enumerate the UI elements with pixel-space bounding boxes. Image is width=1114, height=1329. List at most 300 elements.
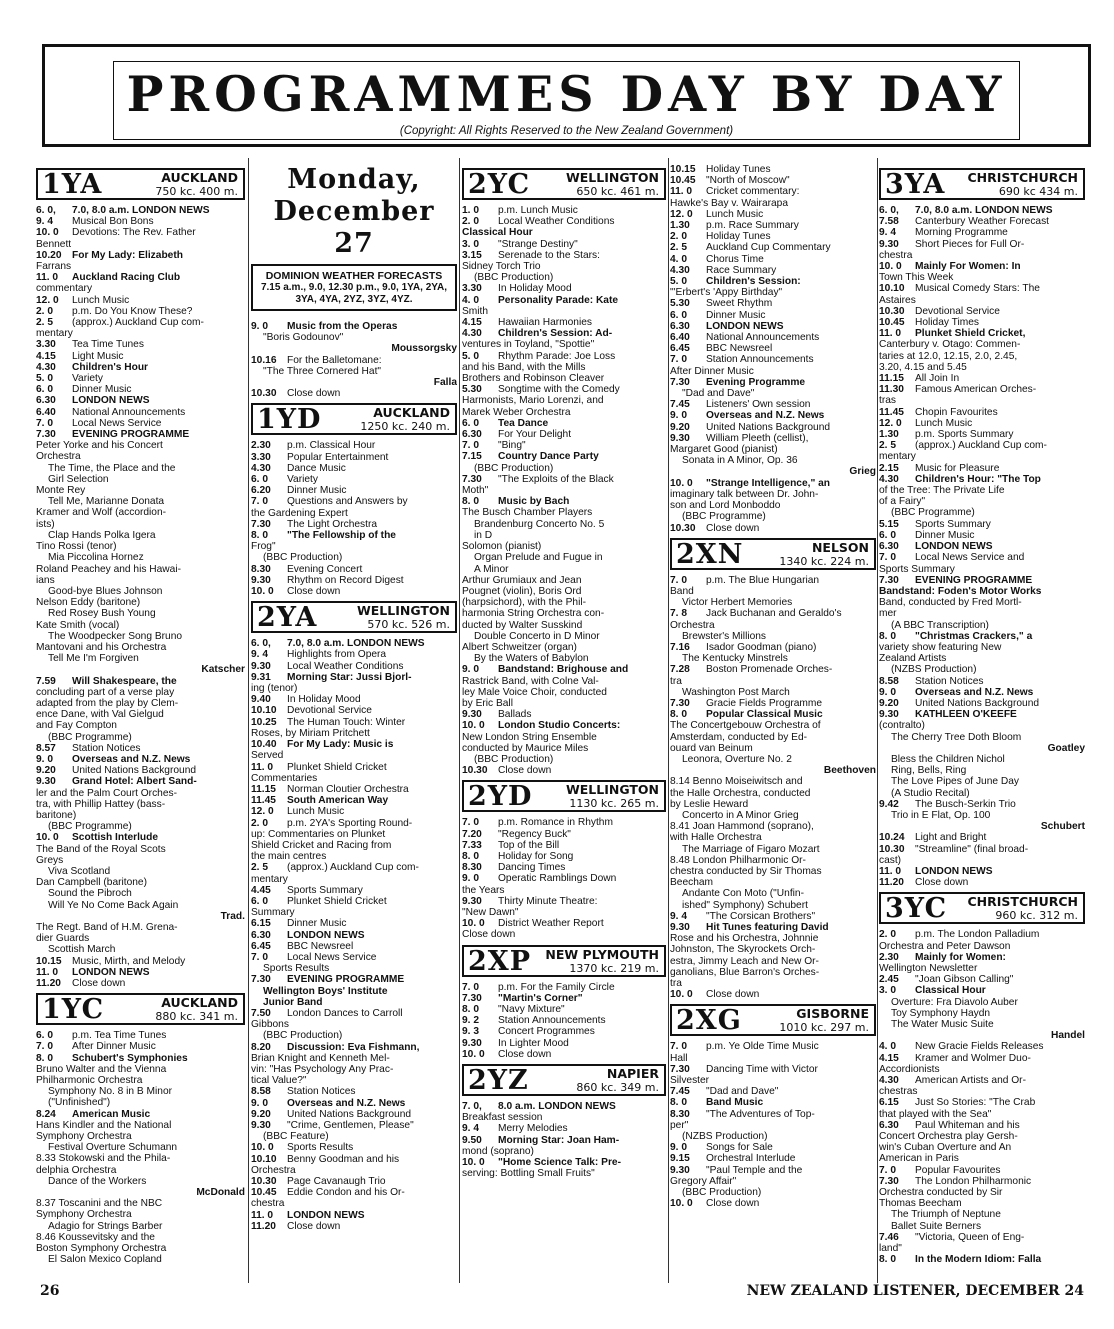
programme-title: 7.0, 8.0 a.m. LONDON NEWS [287, 638, 425, 650]
programme-time: 9. 2 [462, 1015, 479, 1027]
programme-continuation: cast) [879, 854, 902, 866]
programme-title: Close down [287, 1220, 341, 1232]
programme-time: 2. 0 [462, 216, 479, 228]
programme-detail: Mia Piccolina Hornez [48, 552, 144, 564]
programme-continuation: variety show featuring New [879, 641, 1002, 653]
programme-title: Sports Summary [287, 884, 363, 896]
programme-detail: Wellington Boys' Institute [263, 985, 388, 997]
programme-title: Mainly For Women: In [915, 261, 1021, 273]
programme-time: 7. 0 [251, 496, 268, 508]
programme-time: 11.15 [879, 373, 904, 385]
programme-entry [670, 922, 876, 933]
programme-time: 7.50 [251, 1007, 271, 1019]
programme-time: 6.30 [670, 320, 690, 332]
programme-entry [462, 851, 666, 862]
programme-time: 11.20 [36, 978, 61, 990]
programme-time: 4.30 [462, 328, 482, 340]
programme-continuation: Breakfast session [462, 1112, 543, 1124]
programme-entry [251, 1154, 457, 1165]
station-callsign: 1YC [42, 994, 105, 1026]
programme-time: 8. 0 [36, 1052, 53, 1064]
programme-entry [251, 896, 457, 907]
programme-detail: Scottish March [48, 944, 116, 956]
programme-title: "Strange Intelligence," an [706, 477, 831, 489]
programme-continuation: dier Guards [36, 933, 90, 945]
programme-continuation: the Gardening Expert [251, 507, 348, 519]
programme-entry [251, 355, 457, 366]
programme-entry [251, 519, 457, 530]
programme-time: 8. 0 [462, 1004, 479, 1015]
programme-entry [36, 1053, 245, 1064]
programme-time: 4.15 [462, 317, 482, 329]
station-city: AUCKLAND [373, 405, 450, 421]
programme-entry [670, 164, 876, 175]
programme-entry [670, 399, 876, 410]
programme-entry [879, 440, 1085, 451]
programme-time: 8.30 [462, 862, 482, 874]
weather-title: DOMINION WEATHER FORECASTS [265, 270, 443, 282]
programme-continuation: ence Dane, with Val Gielgud [36, 709, 164, 721]
programme-time: 10.30 [251, 388, 277, 400]
programme-continuation: Roses, by Miriam Pritchett [251, 727, 370, 739]
programme-continuation: and his Band, with the Mills [462, 361, 586, 373]
programme-title: Station Announcements [706, 354, 814, 366]
programme-time: 10. 0 [462, 1157, 485, 1169]
station-header [251, 601, 457, 633]
programme-time: 9.30 [670, 432, 690, 444]
programme-time: 3.30 [462, 283, 482, 295]
programme-entry [462, 496, 666, 507]
programme-entry [462, 840, 666, 851]
programme-entry [462, 1135, 666, 1146]
programme-title: Children's Session: [706, 276, 801, 288]
programme-entry [36, 765, 245, 776]
programme-time: 9. 0 [670, 410, 687, 422]
programme-entry [251, 1098, 457, 1109]
programme-title: Popular Classical Music [706, 709, 823, 721]
programme-title: Dinner Music [287, 918, 347, 930]
programme-time: 6.40 [36, 406, 56, 418]
programme-continuation: Silvester [670, 1075, 710, 1087]
programme-continuation: Canterbury v. Otago: Commen- [879, 339, 1021, 351]
programme-detail: (BBC Production) [263, 1030, 343, 1042]
programme-detail: Symphony No. 8 in B Minor [48, 1086, 173, 1098]
programme-title: Lunch Music [72, 294, 130, 306]
programme-title: Devotional Service [287, 705, 372, 717]
composer-credit: Trad. [220, 910, 245, 922]
programme-entry [879, 552, 1085, 563]
programme-continuation: "'Erbert's 'Appy Birthday" [670, 287, 783, 299]
programme-detail: (A BBC Transcription) [891, 619, 989, 631]
programme-entry [251, 496, 457, 507]
programme-continuation: chestra [879, 249, 913, 261]
programme-continuation: the main centres [251, 851, 327, 863]
programme-entry [251, 1210, 457, 1221]
programme-entry [36, 956, 245, 967]
programme-title: For My Lady: Elizabeth [72, 249, 183, 261]
programme-title: Local News Service and [915, 552, 1025, 564]
programme-entry [36, 418, 245, 429]
programme-detail: By the Waters of Babylon [474, 653, 589, 665]
programme-continuation: Wellington Newsletter [879, 963, 978, 974]
programme-entry [670, 1097, 876, 1108]
programme-time: 8. 0 [670, 709, 687, 721]
programme-entry [36, 832, 245, 843]
programme-entry [462, 474, 666, 485]
programme-time: 7. 0 [670, 1041, 687, 1053]
programme-time: 10.24 [879, 832, 905, 844]
programme-continuation: Gibbons [251, 1019, 289, 1031]
programme-continuation: Concert Orchestra play Gersh- [879, 1131, 1018, 1143]
programme-time: 2. 5 [36, 317, 53, 329]
programme-entry [670, 410, 876, 421]
programme-entry [462, 982, 666, 993]
programme-title: Children's Hour [72, 361, 149, 373]
programme-continuation: (contralto) [879, 720, 925, 732]
station-city: CHRISTCHURCH [967, 894, 1078, 910]
programme-detail: (BBC Programme) [682, 511, 766, 523]
programme-entry [670, 332, 876, 343]
programme-title: Tea Time Tunes [72, 339, 144, 351]
programme-title: Gracie Fields Programme [706, 697, 823, 709]
programme-title: p.m. 2YA's Sporting Round- [287, 817, 413, 829]
programme-time: 1.30 [670, 220, 690, 232]
programme-continuation: Shield Cricket and Racing from [251, 839, 392, 851]
programme-time: 4.30 [36, 361, 56, 373]
programme-entry [251, 694, 457, 705]
station-header [462, 945, 666, 977]
programme-entry [36, 362, 245, 373]
programme-entry [251, 762, 457, 773]
programme-entry [36, 395, 245, 406]
programme-continuation: The Busch Chamber Players [462, 507, 593, 519]
programme-time: 7. 0 [251, 951, 268, 963]
programme-entry [879, 1075, 1085, 1086]
programme-entry [251, 440, 457, 451]
programme-entry [462, 1049, 666, 1060]
programme-time: 2. 5 [251, 862, 268, 874]
programme-time: 6. 0, [251, 638, 271, 650]
programme-entry [879, 530, 1085, 541]
programme-title: For My Lady: Music is [287, 739, 394, 751]
programme-continuation: Brian Knight and Kenneth Mel- [251, 1052, 390, 1064]
programme-detail: The Woodpecker Song Bruno [48, 630, 183, 642]
programme-time: 9.20 [670, 421, 690, 433]
programme-time: 4.30 [670, 264, 690, 276]
programme-detail: ("Unfinished") [48, 1097, 111, 1109]
programme-continuation: mentary [879, 451, 916, 463]
programme-entry [670, 321, 876, 332]
programme-entry [462, 1004, 666, 1015]
programme-title: p.m. For the Family Circle [498, 981, 615, 993]
programme-title: p.m. The London Palladium [915, 929, 1040, 941]
programme-time: 9.30 [462, 895, 482, 907]
programme-entry [251, 795, 457, 806]
programme-title: Jack Buchanan and Geraldo's [706, 608, 842, 620]
programme-entry [879, 676, 1085, 687]
programme-entry [36, 373, 245, 384]
programme-title: Eddie Condon and his Or- [287, 1187, 405, 1199]
programme-entry [251, 1120, 457, 1131]
programme-continuation: conducted by Maurice Miles [462, 742, 589, 754]
programme-time: 4. 0 [462, 294, 479, 306]
programme-detail: Andante Con Moto ("Unfin- [682, 888, 804, 900]
day-heading: Monday, December 27 [273, 164, 435, 259]
programme-title: "The Corsican Brothers" [706, 910, 816, 922]
programme-title: (approx.) Auckland Cup com- [72, 317, 204, 329]
programme-time: 8.24 [36, 1108, 56, 1120]
programme-title: Holiday Tunes [706, 231, 771, 243]
programme-continuation: chestra conducted by Sir Thomas [670, 865, 822, 877]
programme-continuation: Orchestra and Peter Dawson [879, 940, 1011, 952]
programme-entry [670, 276, 876, 287]
programme-title: Station Announcements [498, 1015, 606, 1027]
programme-title: "The Exploits of the Black [498, 473, 614, 485]
copyright-note: (Copyright: All Rights Reserved to the New Zealand Government) [399, 125, 734, 137]
programme-time: 7.30 [879, 1175, 899, 1187]
programme-continuation: Bruno Walter and the Vienna [36, 1063, 167, 1075]
programme-continuation: baritone) [36, 809, 77, 821]
programme-time: 6. 0 [36, 384, 53, 396]
programme-entry [251, 672, 457, 683]
programme-entry [251, 717, 457, 728]
programme-title: Sports Results [287, 1142, 354, 1154]
programme-time: 9. 0 [879, 686, 896, 698]
programme-title: "Strange Destiny" [498, 238, 578, 250]
programme-title: Hawaiian Harmonies [498, 317, 592, 329]
programme-time: 2. 5 [879, 440, 896, 452]
programme-entry [251, 930, 457, 941]
programme-title: In Holiday Mood [287, 694, 361, 706]
composer-credit: Schubert [1040, 821, 1085, 833]
programme-title: United Nations Background [706, 421, 831, 433]
programme-time: 8.57 [36, 742, 56, 754]
programme-continuation: Philharmonic Orchestra [36, 1075, 143, 1087]
programme-detail: Sonata in A Minor, Op. 36 [682, 455, 798, 467]
programme-continuation: Accordionists [879, 1063, 940, 1075]
programme-entry [36, 967, 245, 978]
programme-time: 10. 0 [879, 261, 902, 273]
programme-title: South American Way [287, 795, 389, 807]
programme-title: Listeners' Own session [706, 399, 811, 411]
programme-continuation: After Dinner Music [670, 365, 754, 377]
programme-entry [670, 1153, 876, 1164]
programme-title: LONDON NEWS [287, 929, 365, 941]
programme-continuation: Astaires [879, 294, 916, 306]
programme-continuation: Marek Weber Orchestra [462, 406, 571, 418]
station-callsign: 2YC [468, 169, 531, 200]
programme-continuation: Moth" [462, 485, 489, 497]
programme-time: 9. 4 [36, 216, 53, 228]
programme-continuation: The Concertgebouw Orchestra of [670, 720, 821, 732]
programme-title: For the Balletomane: [287, 354, 382, 366]
programme-detail: El Salon Mexico Copland [48, 1254, 162, 1266]
programme-continuation: ler and the Palm Court Orches- [36, 787, 177, 799]
programme-time: 7.30 [670, 376, 690, 388]
programme-entry [670, 575, 876, 586]
programme-title: 7.0, 8.0 a.m. LONDON NEWS [915, 205, 1053, 216]
programme-entry [251, 474, 457, 485]
programme-title: Music from the Operas [287, 321, 398, 332]
programme-title: Schubert's Symphonies [72, 1052, 188, 1064]
programme-title: Variety [72, 373, 103, 385]
programme-entry [462, 1015, 666, 1026]
programme-entry [251, 564, 457, 575]
programme-continuation: tras [879, 395, 896, 407]
programme-title: The London Philharmonic [915, 1175, 1032, 1187]
programme-continuation: Band [670, 585, 694, 597]
programme-continuation: 8.37 Toscanini and the NBC [36, 1198, 163, 1210]
programme-time: 10.30 [670, 522, 696, 534]
programme-entry [670, 523, 876, 534]
programme-time: 10. 0 [251, 586, 274, 598]
column-rule [668, 158, 669, 1283]
programme-detail: (BBC Production) [263, 552, 343, 564]
programme-time: 9.30 [670, 922, 690, 933]
programme-time: 7.30 [251, 518, 271, 530]
programme-title: Overseas and N.Z. News [72, 753, 191, 765]
programme-continuation: Orchestra conducted by Sir [879, 1187, 1003, 1199]
programme-continuation: Symphony Orchestra [36, 1209, 132, 1221]
programme-title: Grand Hotel: Albert Sand- [72, 776, 197, 788]
station-callsign: 2XP [468, 945, 532, 977]
station-header [879, 168, 1085, 200]
programme-detail: Organ Prelude and Fugue in [474, 552, 603, 564]
station-city: NEW PLYMOUTH [545, 946, 659, 962]
programme-continuation: Orchestra [251, 1164, 296, 1176]
programme-time: 7. 0 [879, 1164, 896, 1176]
programme-continuation: ians [36, 574, 55, 586]
programme-entry [36, 1041, 245, 1052]
programme-continuation: 8.46 Koussevitsky and the [36, 1231, 155, 1243]
programme-title: Short Pieces for Full Or- [915, 238, 1025, 250]
programme-time: 4.30 [251, 462, 271, 474]
programme-entry [879, 1097, 1085, 1108]
programme-title: Local Weather Conditions [287, 660, 404, 672]
programme-title: Local News Service [287, 951, 377, 963]
programme-title: (approx.) Auckland Cup com- [915, 440, 1047, 452]
programme-continuation: Gregory Affair" [670, 1175, 737, 1187]
programme-time: 3. 0 [462, 238, 479, 250]
programme-continuation: Kramer and Wolf (accordion- [36, 507, 167, 519]
programme-continuation: Town This Week [879, 272, 954, 284]
programme-time: 9.30 [879, 709, 899, 721]
programme-detail: Red Rosey Bush Young [48, 608, 156, 620]
programme-time: 6.30 [879, 541, 899, 553]
station-city: GISBORNE [796, 1006, 869, 1022]
programme-continuation: Tino Rossi (tenor) [36, 541, 117, 553]
programme-entry [670, 175, 876, 186]
station-header [462, 780, 666, 812]
programme-continuation: Greys [36, 854, 64, 866]
programme-continuation: 8.14 Benno Moiseiwitsch and [670, 776, 803, 788]
programme-time: 10. 0 [670, 989, 693, 1001]
programme-entry [879, 799, 1085, 810]
programme-time: 10. 0 [462, 1048, 485, 1060]
programme-entry [670, 231, 876, 242]
programme-continuation: estra, Jimmy Leach and New Or- [670, 955, 819, 967]
programme-entry [36, 743, 245, 754]
programme-title: p.m. Romance in Rhythm [498, 817, 613, 829]
programme-continuation: Farrans [36, 261, 72, 273]
programme-title: Auckland Cup Commentary [706, 242, 831, 254]
programme-entry [36, 339, 245, 350]
programme-time: 2. 0 [36, 305, 53, 317]
programme-entry [36, 205, 245, 216]
programme-continuation: taries at 12.0, 12.15, 2.0, 2.45, [879, 350, 1018, 362]
programme-entry [251, 885, 457, 896]
programme-entry [251, 1187, 457, 1198]
programme-entry [670, 664, 876, 675]
programme-title: Paul Whiteman and his [915, 1119, 1020, 1131]
station-frequency: 570 kc. 526 m. [367, 618, 450, 632]
programme-title: Sports Summary [915, 518, 991, 530]
programme-title: Light and Bright [915, 832, 987, 844]
programme-entry [879, 463, 1085, 474]
programme-entry [36, 250, 245, 261]
programme-continuation: chestras [879, 1086, 918, 1098]
programme-continuation: Harmonists, Mario Lorenzi, and [462, 395, 604, 407]
programme-time: 9.30 [251, 574, 271, 586]
programme-title: Morning Star: Joan Ham- [498, 1134, 620, 1146]
programme-title: Close down [706, 1198, 760, 1210]
programme-entry [879, 216, 1085, 227]
station-callsign: 3YC [885, 893, 948, 925]
programme-time: 8.58 [879, 675, 899, 687]
programme-title: Lunch Music [287, 806, 345, 818]
programme-entry [879, 261, 1085, 272]
programme-time: 9.30 [879, 238, 899, 250]
programme-title: Scottish Interlude [72, 832, 159, 844]
programme-title: 8.0 a.m. LONDON NEWS [498, 1101, 616, 1113]
programme-title: Band Music [706, 1097, 764, 1109]
programme-title: Rhythm on Record Digest [287, 574, 404, 586]
programme-time: 10.15 [670, 164, 696, 175]
programme-title: Children's Hour: "The Top [915, 473, 1041, 485]
programme-entry [879, 205, 1085, 216]
programme-detail: "Dad and Dave" [682, 388, 755, 400]
programme-entry [879, 1254, 1085, 1265]
programme-entry [462, 873, 666, 884]
programme-continuation: mentary [36, 328, 73, 340]
programme-continuation: that played with the Sea" [879, 1108, 992, 1120]
column-4 [670, 164, 876, 1279]
programme-continuation: serving: Bottling Small Fruits" [462, 1168, 595, 1180]
programme-entry [36, 351, 245, 362]
programme-entry [462, 239, 666, 250]
programme-title: Close down [706, 522, 760, 534]
programme-title: Lunch Music [915, 417, 973, 429]
programme-title: "Dad and Dave" [706, 1086, 779, 1098]
programme-entry [670, 310, 876, 321]
masthead [42, 44, 1091, 147]
programme-entry [251, 784, 457, 795]
programme-time: 10.10 [251, 1153, 277, 1165]
programme-time: 11. 0 [251, 761, 274, 773]
programme-time: 7. 0 [670, 354, 687, 366]
programme-title: Station Notices [72, 742, 141, 754]
programme-time: 10. 0 [36, 227, 59, 239]
programme-continuation: Symphony Orchestra [36, 1131, 132, 1143]
programme-title: Morning Programme [915, 227, 1008, 239]
programme-entry [251, 1008, 457, 1019]
programme-entry [879, 974, 1085, 985]
composer-credit: Beethoven [823, 765, 876, 777]
programme-time: 5.30 [670, 298, 690, 310]
programme-detail: (BBC Production) [474, 753, 554, 765]
column-1 [36, 164, 245, 1279]
programme-continuation: harmonia String Orchestra con- [462, 608, 605, 620]
